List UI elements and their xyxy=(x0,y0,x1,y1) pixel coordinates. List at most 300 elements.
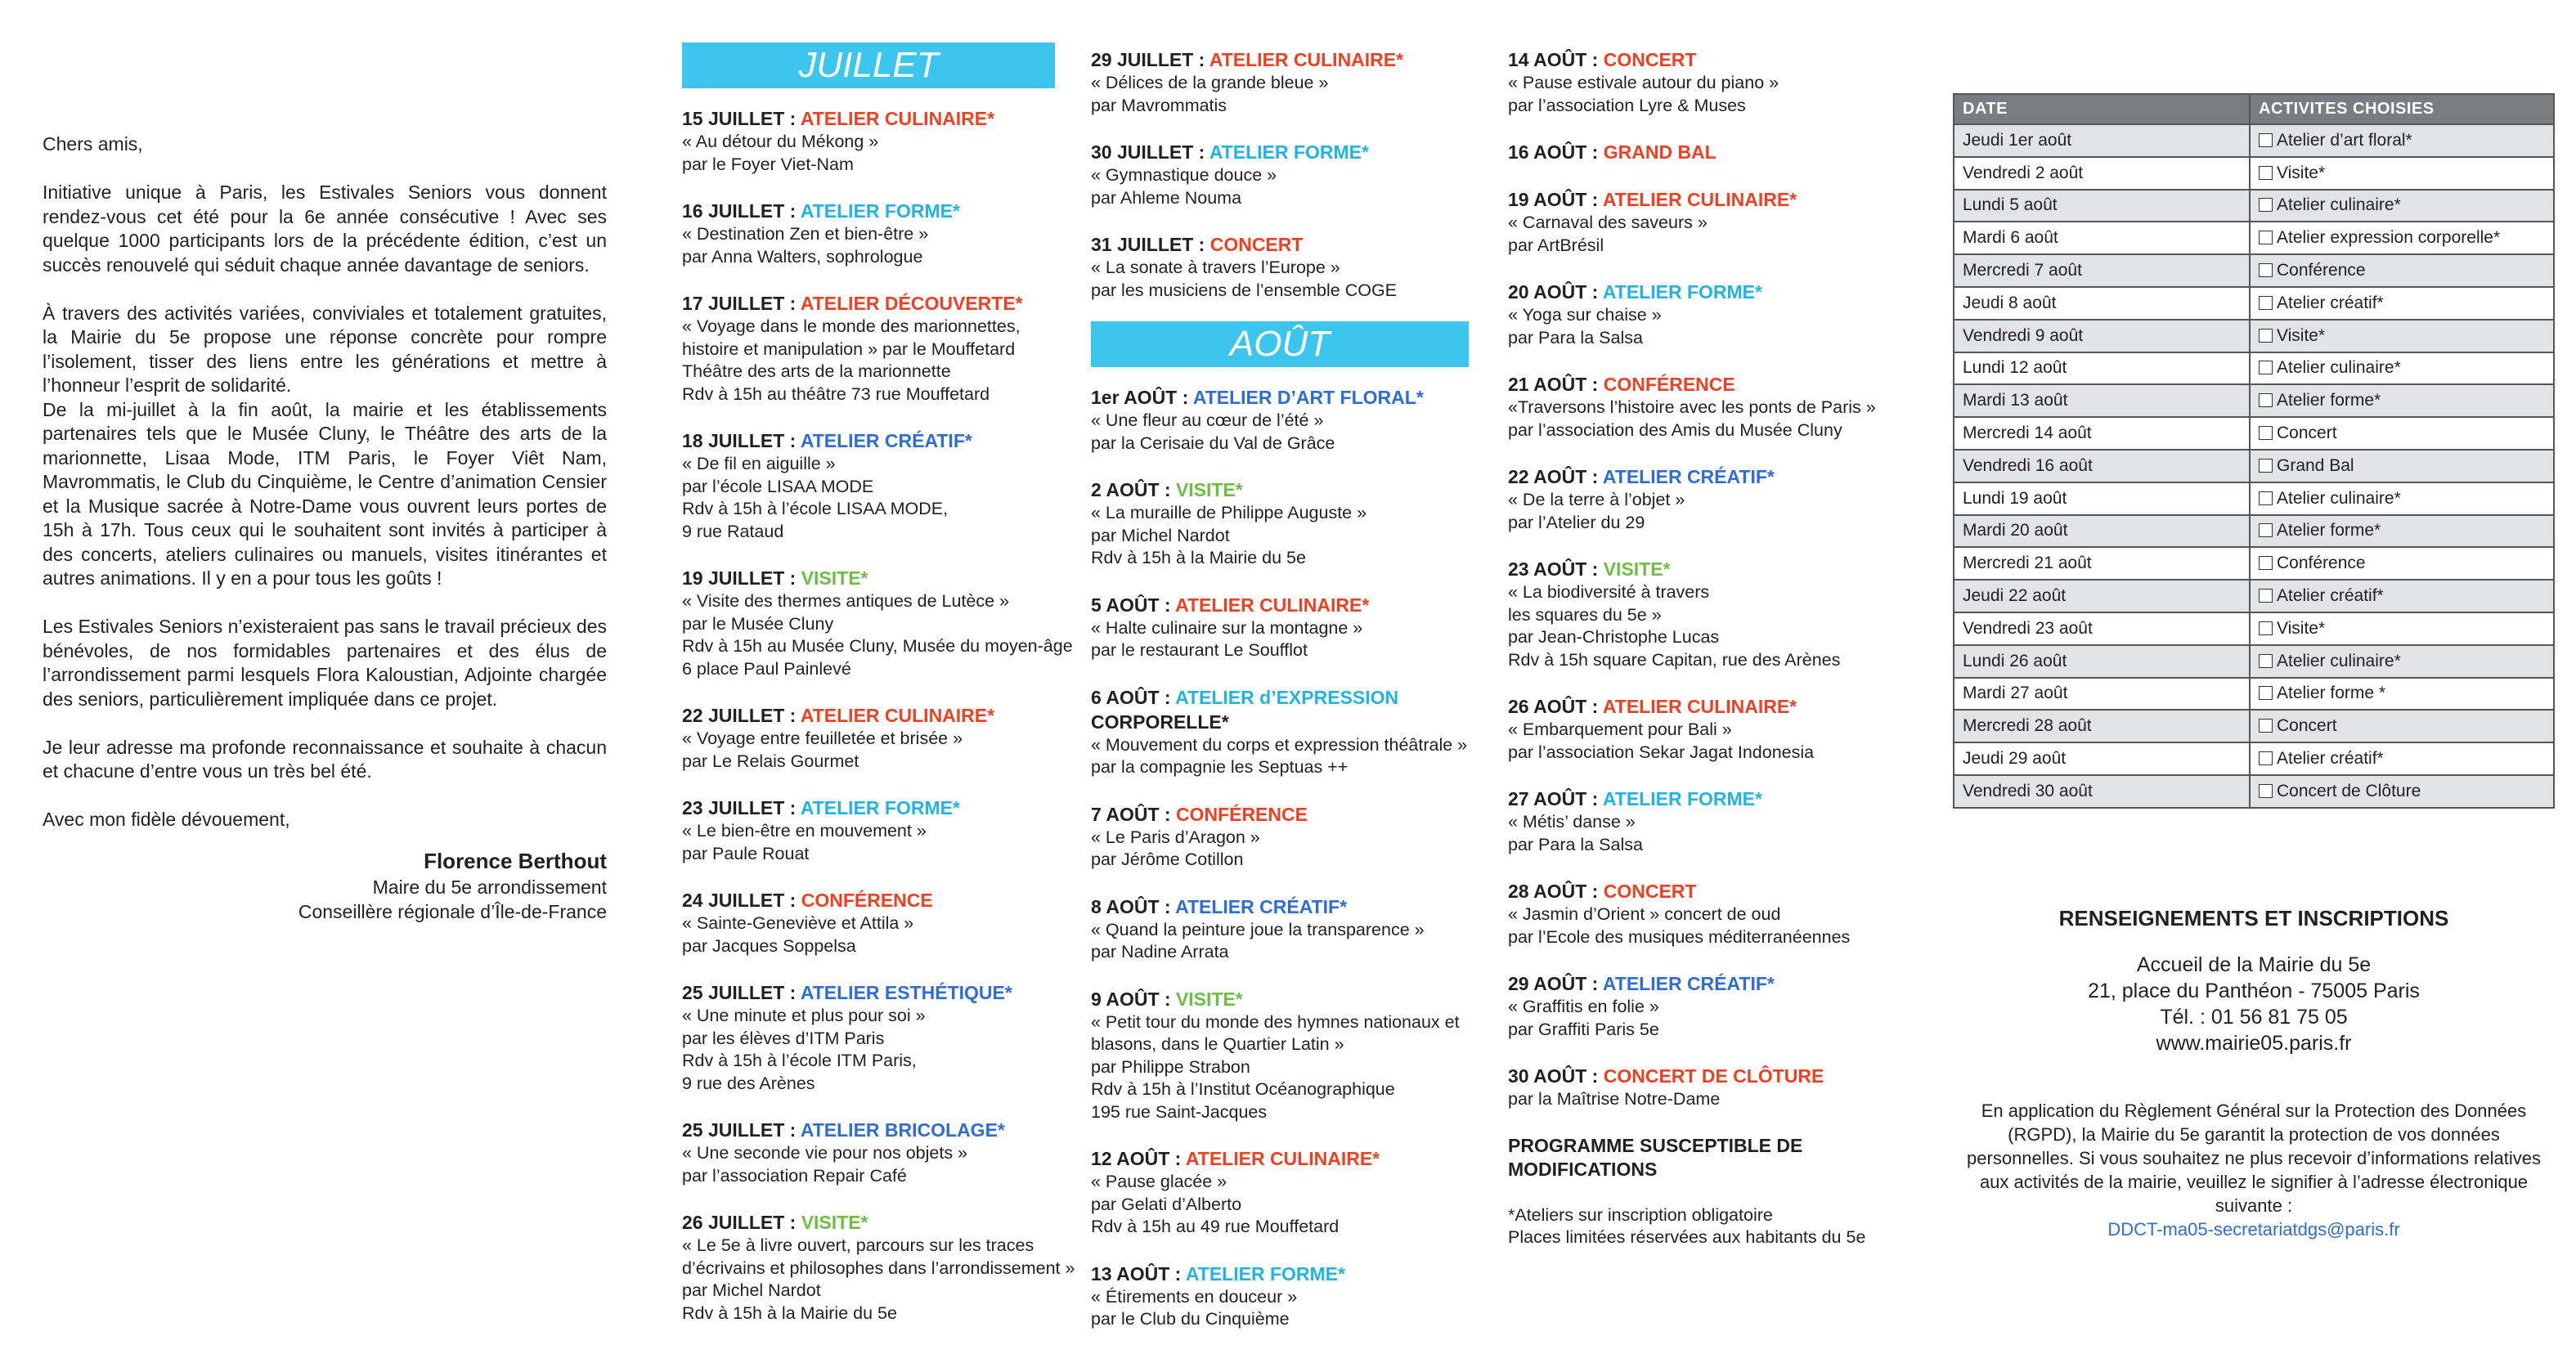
event-item xyxy=(1091,593,1469,662)
event-item xyxy=(682,980,1055,1095)
event-detail: par l’Atelier du 29 xyxy=(1508,512,1645,532)
program-footnote: *Ateliers sur inscription obligatoire Places limitées réservées aux habitants du 5e xyxy=(1508,1204,1866,1247)
event-detail: par Michel Nardot xyxy=(1091,525,1230,545)
table-cell-date: Jeudi 22 août xyxy=(1954,580,2250,612)
event-detail: Rdv à 15h à la Mairie du 5e xyxy=(682,1302,897,1323)
event-date: 6 AOÛT : xyxy=(1091,686,1176,708)
event-heading xyxy=(1091,140,1469,164)
table-row xyxy=(1954,482,2554,515)
program-column-july xyxy=(682,43,1075,1347)
event-heading xyxy=(682,980,1055,1005)
event-heading xyxy=(1091,593,1469,617)
event-category: ATELIER CULINAIRE* xyxy=(1602,696,1797,717)
event-detail: par le Foyer Viet-Nam xyxy=(682,154,854,174)
event-item xyxy=(682,428,1055,543)
event-detail: 6 place Paul Painlevé xyxy=(682,658,851,679)
event-heading xyxy=(1091,685,1469,710)
event-detail: par les élèves d’ITM Paris xyxy=(682,1028,885,1048)
table-row xyxy=(1954,417,2554,450)
address-line: 21, place du Panthéon - 75005 Paris xyxy=(2088,980,2420,1002)
event-date: 21 AOÛT : xyxy=(1508,374,1604,395)
table-cell-date: Vendredi 23 août xyxy=(1954,612,2250,645)
event-item xyxy=(1508,971,1901,1041)
checkbox[interactable] xyxy=(2259,166,2273,180)
event-detail: « Métis’ danse » xyxy=(1508,812,1636,832)
event-detail: par Jacques Soppelsa xyxy=(682,935,856,956)
event-date: 23 JUILLET : xyxy=(682,797,801,818)
event-heading xyxy=(1508,557,1901,581)
event-item xyxy=(682,566,1073,680)
event-category: ATELIER ESTHÉTIQUE* xyxy=(800,982,1012,1003)
event-detail: « Voyage entre feuilletée et brisée » xyxy=(682,729,963,748)
event-heading xyxy=(1091,987,1469,1011)
event-detail: Rdv à 15h au théâtre 73 rue Mouffetard xyxy=(682,383,990,404)
activity-label: Visite* xyxy=(2277,618,2326,638)
table-row xyxy=(1954,190,2554,222)
checkbox[interactable] xyxy=(2259,654,2273,668)
activity-label: Concert xyxy=(2277,716,2337,736)
event-category: CONCERT xyxy=(1209,234,1304,255)
table-cell-activity[interactable] xyxy=(2250,450,2554,482)
table-cell-date: Lundi 12 août xyxy=(1954,352,2250,385)
event-detail: « Sainte-Geneviève et Attila » xyxy=(682,913,914,933)
event-detail: par Jean-Christophe Lucas xyxy=(1508,627,1720,647)
table-row xyxy=(1954,124,2554,157)
event-detail: « Jasmin d’Orient » concert de oud xyxy=(1508,904,1781,924)
activity-label: Atelier culinaire* xyxy=(2277,358,2401,378)
event-heading xyxy=(1091,1262,1469,1286)
activity-label: Atelier créatif* xyxy=(2277,586,2384,606)
event-list xyxy=(1091,385,1469,1331)
event-detail: Rdv à 15h au Musée Cluny, Musée du moyen-âge xyxy=(682,636,1073,656)
event-detail: « Carnaval des saveurs » xyxy=(1508,213,1708,232)
event-detail: par Philippe Strabon xyxy=(1091,1056,1250,1077)
event-detail: par l’Ecole des musiques méditerranéennes xyxy=(1508,926,1851,947)
table-row xyxy=(1954,222,2554,254)
table-row xyxy=(1954,710,2554,742)
activity-label: Atelier culinaire* xyxy=(2277,651,2401,670)
table-cell-activity[interactable] xyxy=(2250,417,2554,450)
letter-paragraph: Les Estivales Seniors n’existeraient pas sans le travail précieux des bénévoles, de nos formidables partenaires et des élus de l’arrondissement parmi lesquels Flora Kaloustian, Adjointe chargée des seniors, particulièrement impliquée dans ce projet. xyxy=(43,616,607,710)
event-heading xyxy=(1508,879,1901,903)
checkbox[interactable] xyxy=(2259,393,2273,407)
table-row xyxy=(1954,775,2554,808)
table-row xyxy=(1954,320,2554,352)
event-date: 25 JUILLET : xyxy=(682,1119,801,1141)
event-category: CONFÉRENCE xyxy=(801,890,933,911)
event-detail: par Anna Walters, sophrologue xyxy=(682,246,923,267)
event-date: 30 JUILLET : xyxy=(1091,141,1209,163)
event-item xyxy=(1091,385,1469,455)
table-cell-activity[interactable] xyxy=(2250,124,2554,157)
event-item xyxy=(1091,894,1469,964)
event-heading xyxy=(1091,894,1469,919)
event-heading xyxy=(1091,232,1469,257)
contact-info xyxy=(1953,904,2555,1241)
activity-label: Conférence xyxy=(2277,554,2366,573)
activity-label: Grand Bal xyxy=(2277,455,2354,475)
month-header-july: JUILLET xyxy=(682,43,1055,88)
checkbox[interactable] xyxy=(2259,556,2273,570)
activity-label: Atelier forme* xyxy=(2277,521,2381,540)
event-detail: par Le Relais Gourmet xyxy=(682,751,859,771)
event-date: 16 JUILLET : xyxy=(682,200,801,222)
table-cell-activity[interactable] xyxy=(2250,678,2554,711)
table-cell-activity[interactable] xyxy=(2250,612,2554,645)
checkbox[interactable] xyxy=(2259,263,2273,277)
table-cell-date: Mardi 20 août xyxy=(1954,515,2250,548)
event-detail: Théâtre des arts de la marionnette xyxy=(682,361,951,381)
event-category: ATELIER FORME* xyxy=(1602,788,1762,809)
month-header-august: AOÛT xyxy=(1091,321,1469,367)
event-date: 31 JUILLET : xyxy=(1091,234,1210,255)
event-date: 2 AOÛT : xyxy=(1091,479,1176,500)
event-detail: blasons, dans le Quartier Latin » xyxy=(1091,1034,1344,1054)
event-detail: par Graffiti Paris 5e xyxy=(1508,1019,1659,1039)
event-detail: « De fil en aiguille » xyxy=(682,454,836,473)
signature-name: Florence Berthout xyxy=(424,848,607,873)
checkbox[interactable] xyxy=(2259,719,2273,733)
event-heading xyxy=(682,1118,1055,1142)
table-cell-date: Mercredi 7 août xyxy=(1954,254,2250,287)
event-category: ATELIER CULINAIRE* xyxy=(800,108,995,129)
event-detail: par Para la Salsa xyxy=(1508,327,1643,347)
column-header-activities: ACTIVITES CHOISIES xyxy=(2250,94,2554,124)
event-heading xyxy=(1508,280,1901,304)
table-cell-date: Lundi 5 août xyxy=(1954,190,2250,222)
event-category: GRAND BAL xyxy=(1603,141,1717,163)
letter-greeting: Chers amis, xyxy=(43,133,143,155)
event-date: 5 AOÛT : xyxy=(1091,594,1176,616)
table-cell-date: Vendredi 30 août xyxy=(1954,775,2250,808)
event-heading xyxy=(1091,477,1469,502)
event-category: VISITE* xyxy=(801,567,868,589)
event-date: 24 JUILLET : xyxy=(682,890,801,911)
event-date: 13 AOÛT : xyxy=(1091,1262,1186,1285)
activity-label: Atelier culinaire* xyxy=(2277,195,2401,215)
event-detail: par l’association Sekar Jagat Indonesia xyxy=(1508,742,1815,762)
event-date: 7 AOÛT : xyxy=(1091,803,1176,825)
event-date: 1er AOÛT : xyxy=(1091,387,1193,408)
checkbox[interactable] xyxy=(2259,296,2273,310)
table-row xyxy=(1954,384,2554,417)
table-cell-activity[interactable] xyxy=(2250,352,2554,385)
event-detail: par l’association des Amis du Musée Cluny xyxy=(1508,419,1842,440)
event-heading xyxy=(682,428,1055,453)
checkbox[interactable] xyxy=(2259,198,2273,212)
event-category: ATELIER FORME* xyxy=(800,797,960,818)
signature-title: Conseillère régionale d’Île-de-France xyxy=(298,900,607,922)
activity-selection-table xyxy=(1953,93,2555,809)
rgpd-notice: En application du Règlement Général sur la Protection des Données (RGPD), la Mairie du 5e garantit la protection de vos données personnelles. Si vous souhaitez ne plus recevoir d’informations relatives aux activités de la mairie, veuillez le signifier à l’adresse électronique suivante : xyxy=(1967,1101,2541,1216)
event-heading xyxy=(682,888,1055,912)
table-cell-date: Mardi 13 août xyxy=(1954,384,2250,417)
event-list xyxy=(1508,47,1901,1111)
event-item xyxy=(682,888,1055,957)
event-heading xyxy=(682,199,1055,223)
event-detail: Rdv à 15h à l’école LISAA MODE, xyxy=(682,499,949,518)
checkbox[interactable] xyxy=(2259,361,2273,374)
event-category: ATELIER CRÉATIF* xyxy=(1175,895,1348,917)
event-item xyxy=(1091,477,1469,570)
event-detail: « Halte culinaire sur la montagne » xyxy=(1091,617,1363,638)
event-item xyxy=(1508,1064,1901,1111)
event-category: ATELIER CRÉATIF* xyxy=(1602,973,1775,994)
table-cell-activity[interactable] xyxy=(2250,710,2554,742)
address-line: Accueil de la Mairie du 5e xyxy=(2136,953,2372,976)
table-cell-date: Lundi 26 août xyxy=(1954,645,2250,678)
event-date: 18 JUILLET : xyxy=(682,430,801,451)
table-cell-activity[interactable] xyxy=(2250,742,2554,775)
event-date: 14 AOÛT : xyxy=(1508,49,1604,70)
checkbox[interactable] xyxy=(2259,329,2273,343)
event-detail: « Yoga sur chaise » xyxy=(1508,305,1662,325)
event-detail: « Délices de la grande bleue » xyxy=(1091,73,1329,92)
event-item xyxy=(1091,987,1469,1124)
checkbox[interactable] xyxy=(2259,784,2273,798)
table-cell-activity[interactable] xyxy=(2250,157,2554,190)
event-category: ATELIER CULINAIRE* xyxy=(1185,1148,1380,1169)
signature-title: Maire du 5e arrondissement xyxy=(372,876,607,898)
activity-label: Atelier expression corporelle* xyxy=(2277,228,2501,248)
event-detail: « Embarquement pour Bali » xyxy=(1508,720,1732,739)
table-cell-activity[interactable] xyxy=(2250,482,2554,515)
event-category: ATELIER CULINAIRE* xyxy=(1602,189,1797,210)
table-cell-activity[interactable] xyxy=(2250,320,2554,352)
table-cell-activity[interactable] xyxy=(2250,287,2554,320)
table-cell-activity[interactable] xyxy=(2250,775,2554,808)
event-item xyxy=(682,1118,1055,1187)
event-category: CONCERT DE CLÔTURE xyxy=(1603,1065,1824,1087)
checkbox[interactable] xyxy=(2259,459,2273,473)
table-cell-date: Mercredi 14 août xyxy=(1954,417,2250,450)
checkbox[interactable] xyxy=(2259,751,2273,765)
event-category: VISITE* xyxy=(1175,988,1243,1010)
event-item xyxy=(1508,47,1901,117)
event-detail: par ArtBrésil xyxy=(1508,235,1604,255)
activity-label: Atelier forme * xyxy=(2277,684,2386,703)
event-detail: par la Maîtrise Notre-Dame xyxy=(1508,1089,1721,1109)
event-detail: par Paule Rouat xyxy=(682,843,810,863)
event-category: CONCERT xyxy=(1603,49,1697,70)
event-heading xyxy=(682,291,1055,316)
event-detail: « Une seconde vie pour nos objets » xyxy=(682,1143,968,1163)
letter-paragraph: À travers des activités variées, conviviales et totalement gratuites, la Mairie du 5e propose une réponse concrète pour rompre l’isolement, tisser des liens entre les générations et mettre à l’honneur l’esprit de solidarité. xyxy=(43,302,607,396)
table-cell-date: Mercredi 21 août xyxy=(1954,547,2250,580)
table-cell-date: Mardi 27 août xyxy=(1954,678,2250,711)
event-detail: Rdv à 15h à la Mairie du 5e xyxy=(1091,548,1306,567)
event-detail: « Mouvement du corps et expression théâtrale » xyxy=(1091,734,1468,755)
event-date: 15 JUILLET : xyxy=(682,108,801,129)
event-detail: « Visite des thermes antiques de Lutèce » xyxy=(682,591,1009,611)
event-detail: par Mavrommatis xyxy=(1091,95,1227,115)
event-category: VISITE* xyxy=(801,1212,868,1233)
table-row xyxy=(1954,254,2554,287)
event-detail: par la compagnie les Septuas ++ xyxy=(1091,757,1349,777)
event-heading xyxy=(682,1210,1055,1235)
event-item xyxy=(682,796,1055,865)
event-item xyxy=(1508,187,1901,257)
checkbox[interactable] xyxy=(2259,491,2273,505)
event-heading xyxy=(1091,385,1469,410)
event-list xyxy=(682,106,1075,1325)
event-category: ATELIER BRICOLAGE* xyxy=(800,1119,1005,1141)
event-heading xyxy=(1508,47,1901,72)
event-date: 16 AOÛT : xyxy=(1508,141,1604,163)
event-heading xyxy=(682,703,1055,728)
activity-label: Atelier forme* xyxy=(2277,391,2381,410)
event-detail: par la Cerisaie du Val de Grâce xyxy=(1091,433,1335,453)
event-item xyxy=(1091,232,1469,302)
table-cell-activity[interactable] xyxy=(2250,645,2554,678)
event-item xyxy=(1091,1146,1469,1239)
table-cell-activity[interactable] xyxy=(2250,222,2554,254)
event-category: ATELIER CULINAIRE* xyxy=(1209,49,1404,70)
column-header-date: DATE xyxy=(1954,94,2250,124)
table-cell-date: Lundi 19 août xyxy=(1954,482,2250,515)
activity-label: Conférence xyxy=(2277,261,2366,280)
event-item xyxy=(682,1210,1075,1325)
event-heading xyxy=(1508,787,1901,811)
checkbox[interactable] xyxy=(2259,133,2273,147)
event-category: ATELIER CRÉATIF* xyxy=(1602,466,1775,487)
event-item xyxy=(1508,140,1901,164)
event-item xyxy=(682,199,1055,268)
event-detail: par Nadine Arrata xyxy=(1091,942,1229,962)
event-detail: « La sonate à travers l’Europe » xyxy=(1091,258,1340,277)
event-item xyxy=(682,291,1055,406)
table-row xyxy=(1954,612,2554,645)
event-date: 20 AOÛT : xyxy=(1508,281,1603,303)
event-heading xyxy=(1091,1146,1469,1171)
event-date: 23 AOÛT : xyxy=(1508,558,1604,580)
event-detail: « Destination Zen et bien-être » xyxy=(682,224,929,244)
table-cell-activity[interactable] xyxy=(2250,547,2554,580)
event-detail: «Traversons l’histoire avec les ponts de Paris » xyxy=(1508,397,1876,417)
event-date: 22 AOÛT : xyxy=(1508,466,1603,487)
activity-label: Atelier créatif* xyxy=(2277,293,2384,312)
event-detail: par l’association Lyre & Muses xyxy=(1508,95,1746,115)
event-date: 19 AOÛT : xyxy=(1508,189,1603,210)
table-row xyxy=(1954,645,2554,678)
event-detail: « Graffitis en folie » xyxy=(1508,997,1659,1016)
event-detail: « Le 5e à livre ouvert, parcours sur les traces xyxy=(682,1235,1034,1255)
table-cell-date: Mercredi 28 août xyxy=(1954,710,2250,742)
table-row xyxy=(1954,450,2554,482)
letter-paragraph: Je leur adresse ma profonde reconnaissance et souhaite à chacun et chacune d’entre vous un très bel été. xyxy=(43,736,607,782)
phone-number: Tél. : 01 56 81 75 05 xyxy=(2160,1006,2348,1029)
email-link[interactable]: DDCT-ma05-secretariatdgs@paris.fr xyxy=(2107,1219,2400,1240)
event-date: 26 JUILLET : xyxy=(682,1212,801,1233)
event-detail: « La muraille de Philippe Auguste » xyxy=(1091,503,1367,522)
event-detail: « Le Paris d’Aragon » xyxy=(1091,827,1260,847)
event-detail: « Une fleur au cœur de l’été » xyxy=(1091,410,1324,430)
event-detail: « Gymnastique douce » xyxy=(1091,165,1277,185)
info-title: RENSEIGNEMENTS ET INSCRIPTIONS xyxy=(2058,906,2449,930)
event-category: VISITE* xyxy=(1603,558,1671,580)
activity-label: Visite* xyxy=(2277,163,2326,182)
table-row xyxy=(1954,157,2554,190)
table-cell-date: Jeudi 29 août xyxy=(1954,742,2250,775)
event-detail: « La biodiversité à travers xyxy=(1508,582,1710,602)
checkbox[interactable] xyxy=(2259,523,2273,537)
event-item xyxy=(1091,47,1469,117)
welcome-letter xyxy=(43,132,607,924)
table-cell-date: Vendredi 16 août xyxy=(1954,450,2250,482)
checkbox[interactable] xyxy=(2259,231,2273,244)
event-date: 9 AOÛT : xyxy=(1091,988,1176,1010)
event-detail: par Para la Salsa xyxy=(1508,834,1643,854)
event-heading xyxy=(1508,971,1901,996)
signature xyxy=(43,847,607,924)
event-heading xyxy=(1508,1064,1901,1088)
event-detail: « Une minute et plus pour soi » xyxy=(682,1006,926,1025)
checkbox[interactable] xyxy=(2259,621,2273,635)
event-detail: les squares du 5e » xyxy=(1508,604,1662,625)
event-detail: Rdv à 15h à l’école ITM Paris, xyxy=(682,1051,917,1070)
checkbox[interactable] xyxy=(2259,426,2273,440)
event-date: 22 JUILLET : xyxy=(682,705,801,726)
website-link[interactable]: www.mairie05.paris.fr xyxy=(2156,1032,2352,1055)
event-category: CONFÉRENCE xyxy=(1175,803,1308,825)
checkbox[interactable] xyxy=(2259,686,2273,700)
event-date: 19 JUILLET : xyxy=(682,567,801,589)
event-date: 28 AOÛT : xyxy=(1508,881,1604,902)
program-note-title: PROGRAMME SUSCEPTIBLE DE MODIFICATIONS xyxy=(1508,1134,1803,1180)
event-detail: par le Club du Cinquième xyxy=(1091,1309,1290,1329)
event-category: ATELIER CULINAIRE* xyxy=(800,705,995,726)
table-cell-date: Jeudi 1er août xyxy=(1954,124,2250,157)
event-heading xyxy=(1091,802,1469,827)
event-item xyxy=(1508,372,1901,442)
table-cell-activity[interactable] xyxy=(2250,254,2554,287)
table-cell-date: Vendredi 9 août xyxy=(1954,320,2250,352)
activity-label: Visite* xyxy=(2277,325,2326,345)
event-detail: histoire et manipulation » par le Mouffetard xyxy=(682,338,1016,359)
event-heading xyxy=(1508,464,1901,489)
checkbox[interactable] xyxy=(2259,589,2273,603)
letter-paragraph: De la mi-juillet à la fin août, la mairie et les établissements partenaires tels que le Musée Cluny, le Théâtre des arts de la marionnette, Lisaa Mode, ITM Paris, le Foyer Viêt Nam, Mavrommatis, le Club du Cinquième, le Centre d’animation Censier et la Musique sacrée à Notre-Dame vous ouvrent leurs portes de 15h à 17h. Tous ceux qui le souhaitent sont invités à participer à des concerts, ateliers culinaires ou manuels, visites itinérantes et autres animations. Il y en a pour tous les goûts ! xyxy=(43,398,607,589)
table-row xyxy=(1954,547,2554,580)
event-detail: « De la terre à l’objet » xyxy=(1508,490,1685,509)
event-item xyxy=(1508,280,1901,349)
table-cell-activity[interactable] xyxy=(2250,580,2554,612)
event-detail: par Ahleme Nouma xyxy=(1091,187,1242,208)
table-cell-activity[interactable] xyxy=(2250,190,2554,222)
table-row xyxy=(1954,678,2554,711)
event-item xyxy=(1508,879,1901,948)
event-date: 25 JUILLET : xyxy=(682,982,801,1003)
event-detail: « Pause estivale autour du piano » xyxy=(1508,73,1779,92)
event-category: ATELIER d’EXPRESSION xyxy=(1175,686,1399,708)
event-date: 27 AOÛT : xyxy=(1508,788,1603,809)
event-category: ATELIER FORME* xyxy=(1185,1262,1345,1285)
table-cell-activity[interactable] xyxy=(2250,384,2554,417)
info-address xyxy=(1953,952,2555,1056)
event-detail: par les musiciens de l’ensemble COGE xyxy=(1091,280,1398,300)
event-date: 8 AOÛT : xyxy=(1091,895,1176,917)
activity-label: Concert xyxy=(2277,424,2337,443)
event-detail: par Michel Nardot xyxy=(682,1280,821,1300)
event-item xyxy=(1508,557,1901,671)
event-detail: « Pause glacée » xyxy=(1091,1172,1227,1191)
event-detail: « Petit tour du monde des hymnes nationaux et xyxy=(1091,1011,1460,1032)
table-row xyxy=(1954,580,2554,612)
event-item xyxy=(1091,802,1469,872)
event-item xyxy=(1508,787,1901,856)
event-detail: 9 rue des Arènes xyxy=(682,1073,815,1093)
table-cell-activity[interactable] xyxy=(2250,515,2554,548)
